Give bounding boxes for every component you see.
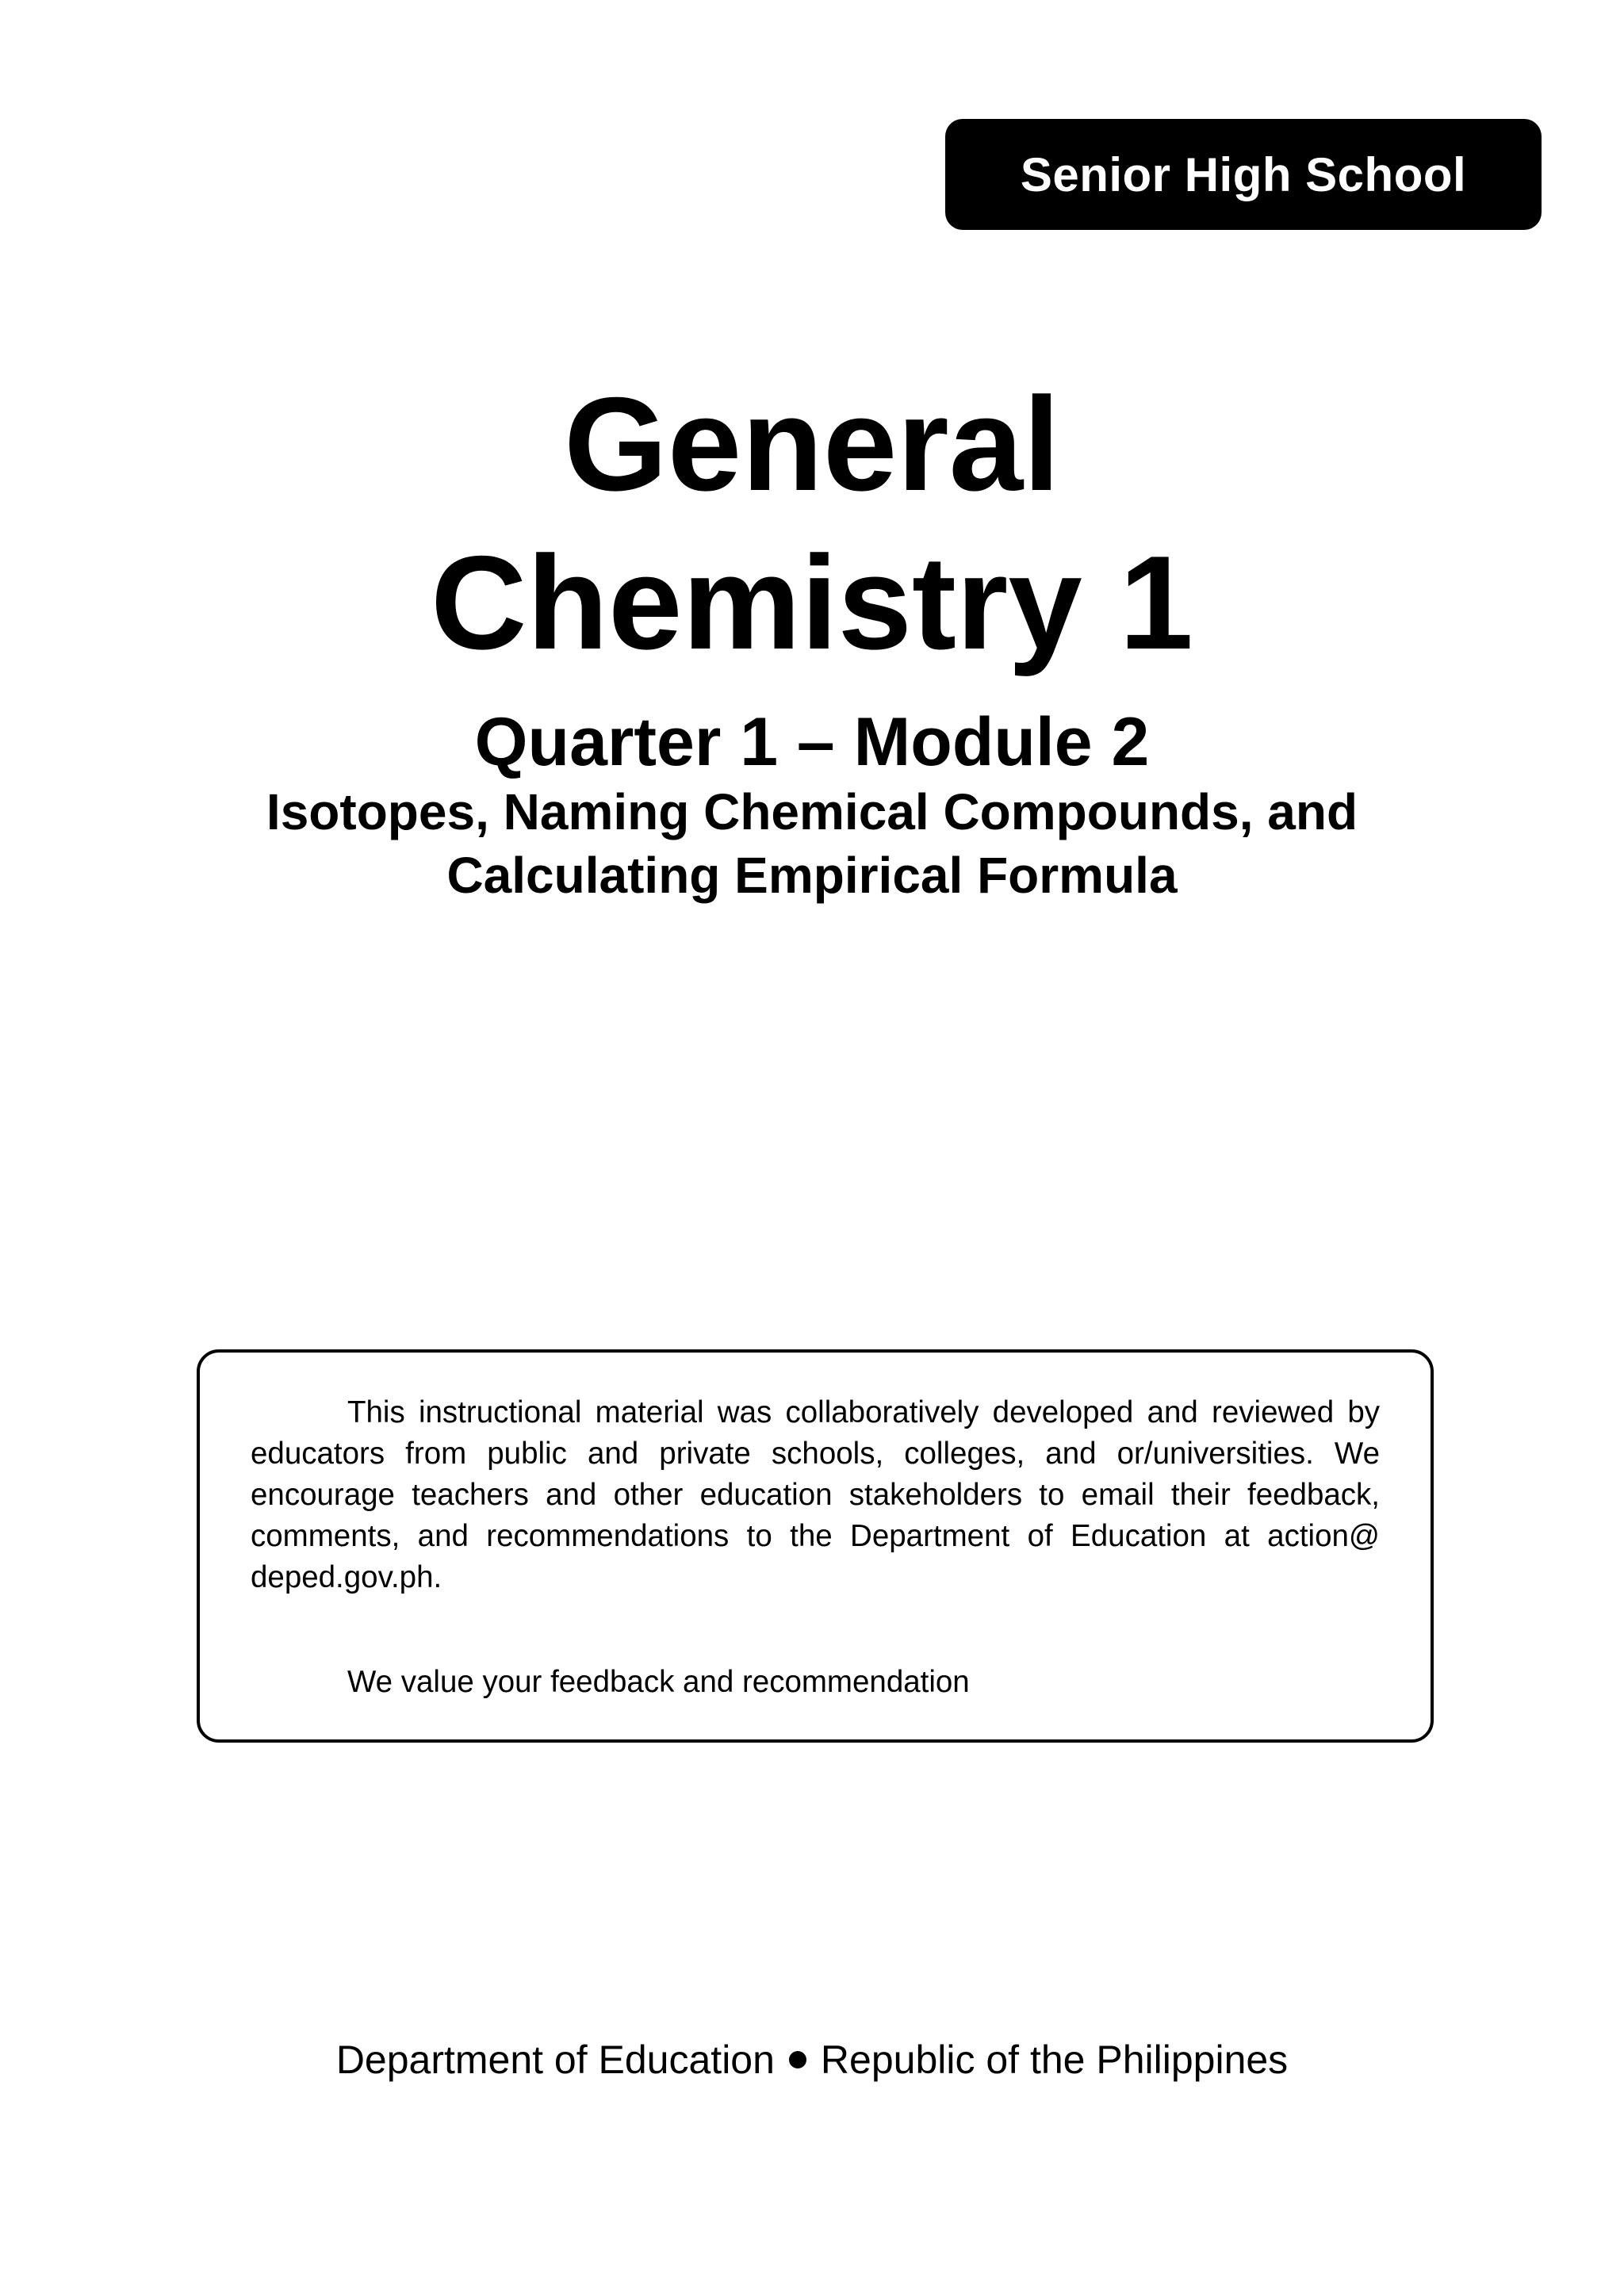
badge-label: Senior High School [1020,147,1467,201]
bullet-separator-icon [789,2051,806,2068]
module-topic-line-2: Calculating Empirical Formula [446,847,1178,904]
notice-body: This instructional material was collaboratively developed and reviewed by educators from public and private schools, colleges, and or/universities. We encourage teachers and other education stakeholders to email their feedback, comments, and recommendations to the Department of Education at action@ deped.gov.ph. [251,1395,1380,1594]
senior-high-school-badge [945,119,1542,230]
title-line-2: Chemistry 1 [431,528,1193,677]
feedback-notice-box [197,1349,1434,1743]
notice-thanks: We value your feedback and recommendation [347,1665,970,1699]
publisher-footer [0,2034,1624,2085]
footer-department: Department of Education [335,2038,775,2082]
module-topic-line-1: Isotopes, Naming Chemical Compounds, and [266,783,1358,840]
quarter-module-heading: Quarter 1 – Module 2 [474,704,1150,780]
title-line-1: General [564,369,1060,519]
footer-country: Republic of the Philippines [820,2038,1289,2082]
